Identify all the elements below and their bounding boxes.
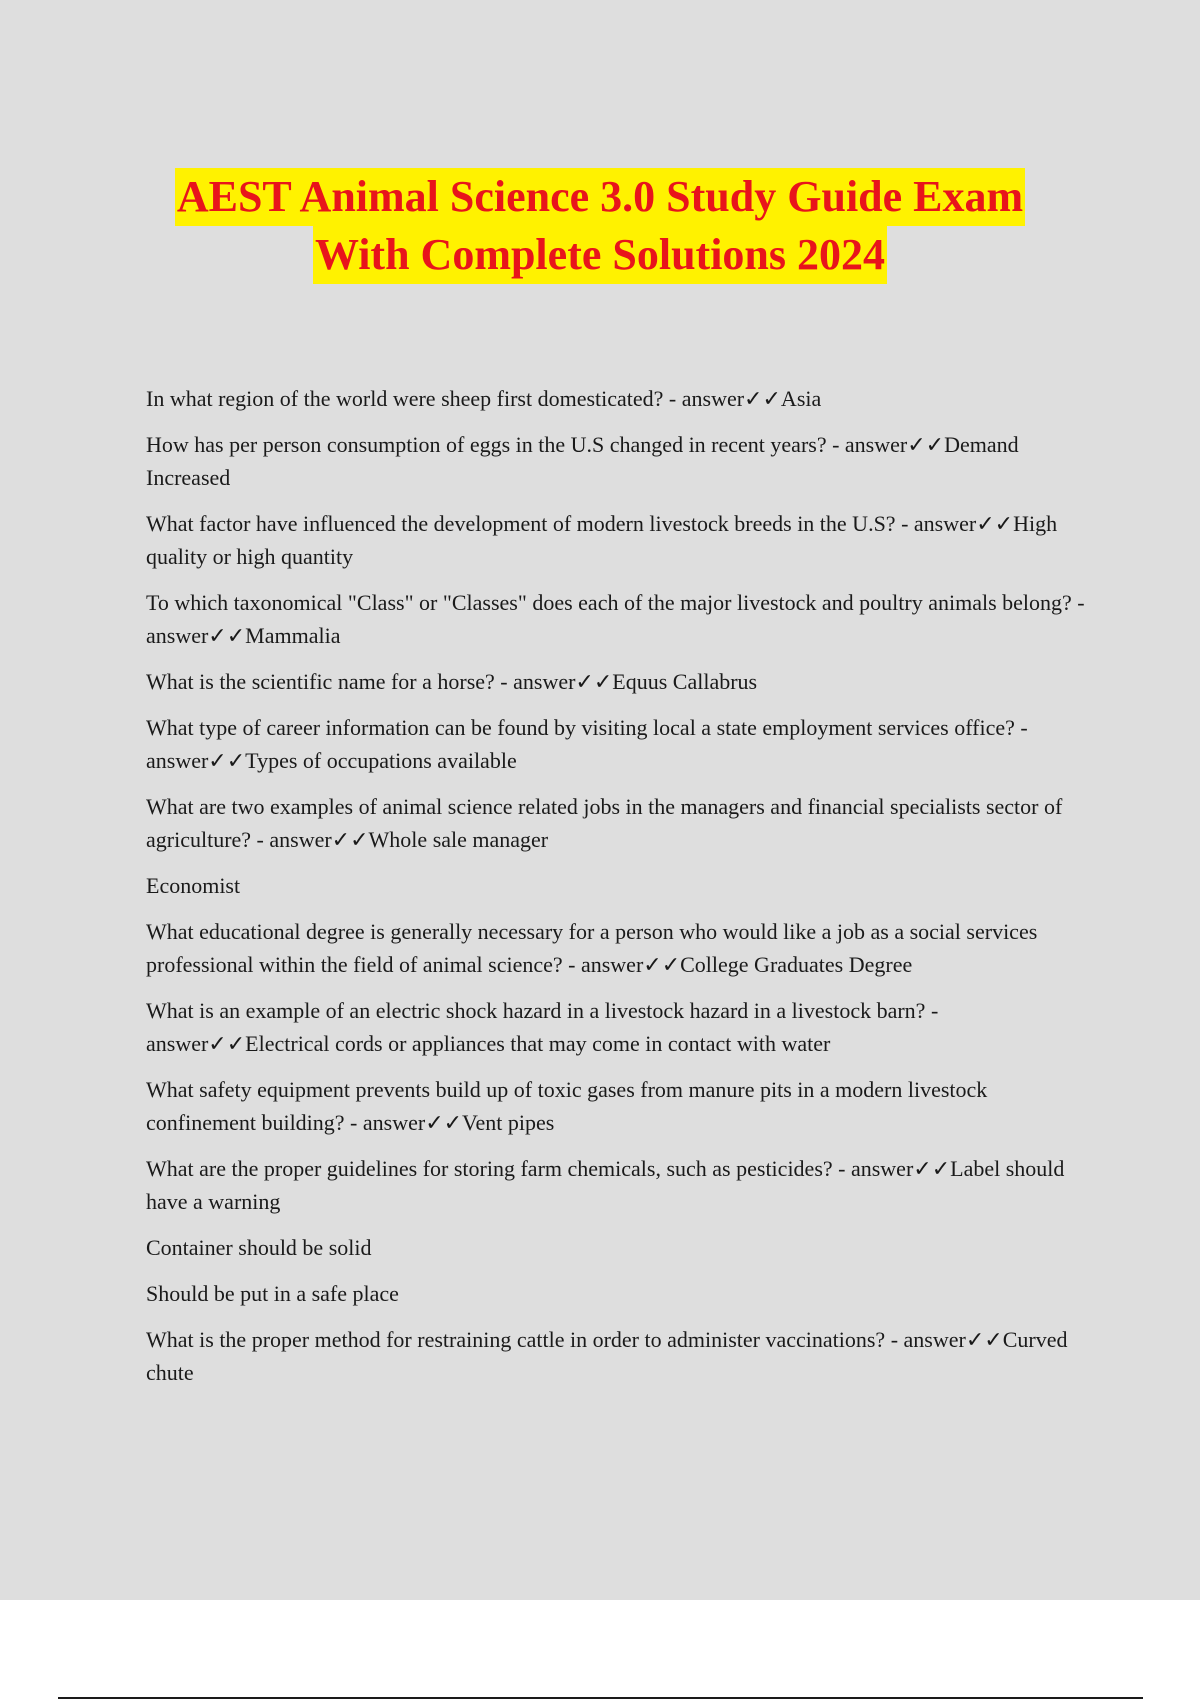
qa-item: To which taxonomical "Class" or "Classes" does each of the major livestock and poultry animals belong? - answer✓✓Mammalia [146, 590, 1085, 648]
qa-item: How has per person consumption of eggs in the U.S changed in recent years? - answer✓✓Demand Increased [146, 432, 1019, 490]
qa-item: What is the proper method for restraining cattle in order to administer vaccinations? - answer✓✓Curved chute [146, 1327, 1068, 1385]
qa-item: What are two examples of animal science related jobs in the managers and financial specialists sector of agriculture? - answer✓✓Whole sale manager [146, 794, 1063, 852]
qa-item: What is the scientific name for a horse? - answer✓✓Equus Callabrus [146, 669, 758, 694]
qa-item: What educational degree is generally necessary for a person who would like a job as a social services professional within the field of animal science? - answer✓✓College Graduates Degree [146, 919, 1038, 977]
qa-list [146, 382, 1086, 1402]
qa-item: What factor have influenced the development of modern livestock breeds in the U.S? - answer✓✓High quality or high quantity [146, 511, 1058, 569]
title-line-1: AEST Animal Science 3.0 Study Guide Exam [175, 168, 1025, 226]
qa-item: Economist [146, 873, 241, 898]
qa-item: What is an example of an electric shock hazard in a livestock hazard in a livestock barn? - answer✓✓Electrical cords or appliances that may come in contact with water [146, 998, 939, 1056]
page-divider [58, 1697, 1143, 1699]
qa-item: Container should be solid [146, 1235, 372, 1260]
qa-item: In what region of the world were sheep first domesticated? - answer✓✓Asia [146, 386, 822, 411]
qa-item: What are the proper guidelines for storing farm chemicals, such as pesticides? - answer✓✓Label should have a warning [146, 1156, 1065, 1214]
qa-item: Should be put in a safe place [146, 1281, 399, 1306]
document-title [0, 168, 1200, 284]
qa-item: What type of career information can be found by visiting local a state employment services office? - answer✓✓Types of occupations available [146, 715, 1028, 773]
qa-item: What safety equipment prevents build up of toxic gases from manure pits in a modern livestock confinement building? - answer✓✓Vent pipes [146, 1077, 988, 1135]
title-line-2: With Complete Solutions 2024 [313, 226, 887, 284]
